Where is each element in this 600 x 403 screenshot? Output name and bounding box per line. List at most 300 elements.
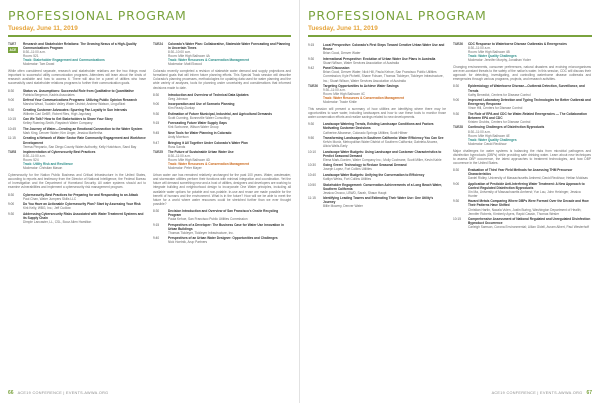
talk-title: Going Green! Technology to Reduce Seasonal Demand	[323, 163, 407, 168]
code-text: 9:30	[308, 122, 315, 127]
entry-body	[468, 217, 591, 229]
talk-item	[153, 209, 291, 221]
session-title: Targeting Opportunities to Achieve Water Savings	[323, 84, 399, 89]
entry-body	[323, 173, 446, 181]
session-description: Colorado recently completed a revision of statewide water demand and supply projections and formalized goals that will inform future planning efforts. This Special Track session will describe Colorado's planning processes, methodologies for updating data used for water planning and the wide variety of analyses, tools for planning under uncertainty and considerations that informed decisions made to date.	[153, 69, 291, 90]
entry-detail: Room: 524	[23, 158, 39, 163]
entry-detail: Nick Hoetnik, Arup Partners	[168, 240, 208, 245]
entry-body	[468, 168, 591, 180]
entry-detail: Patricia Bergeron, Kadris Associates	[23, 92, 75, 97]
talk-time	[308, 57, 323, 65]
talk-item	[153, 131, 291, 139]
talk-item	[453, 217, 591, 229]
talk-item	[453, 168, 591, 180]
talk-item	[308, 150, 446, 162]
entry-detail: Kaitlyn Weiss, Fort Collins Utilities	[323, 177, 372, 182]
talk-title: Do You Have an Actionable Cybersecurity Plan? Start by Assessing Your Risk	[23, 202, 141, 207]
talk-title: Cybersecurity-Best Practices for Preparing for and Responding to an Attack	[23, 192, 139, 197]
entry-detail: Kristen Grubbs, Centers for Disease Control	[468, 119, 531, 124]
entry-detail: 8:30–11:00 a.m.	[468, 129, 491, 134]
session-block	[153, 150, 291, 170]
talk-title: Landscape Water Budgets: Using Landscape and Customer Characteristics to Predict Seasonal Demand	[323, 149, 442, 158]
code-text: 9:00	[453, 98, 460, 103]
code-text: TUE7	[8, 42, 17, 46]
talk-item	[8, 98, 146, 106]
code-text: 9:30	[153, 111, 160, 116]
session-code	[8, 42, 23, 67]
talk-item	[308, 57, 446, 65]
entry-body	[323, 136, 446, 148]
entry-body	[168, 131, 291, 139]
moderator: Moderator: Tom Dowd	[23, 62, 55, 67]
talk-time	[153, 223, 168, 235]
entry-detail: Kirk Kelly, WBG, Inc.; Jeff Cudlow	[23, 206, 71, 211]
talk-item	[453, 182, 591, 198]
entry-detail: Russ Sands	[168, 144, 186, 149]
talk-time	[153, 121, 168, 129]
code-text: TUE28	[453, 125, 463, 130]
talk-title: Status vs. Assumptions: Successful Role from Qualitative to Quantitative	[23, 88, 134, 93]
code-text: 9:45	[153, 130, 160, 135]
talk-time	[308, 173, 323, 181]
talk-title: Comprehensive Assessment of National Regulated and Unregulated Disinfection Byproduct Occurrence	[468, 217, 591, 226]
session-description: This session will present a summary of how utilities are identifying where there may be opportunities to save water, including landscapes and how to use these tools to monitor those water conservation efforts and realize savings related to new developments.	[308, 107, 446, 120]
talk-item	[153, 223, 291, 235]
session-code	[453, 125, 468, 145]
entry-detail: Dimple Lancaster, LL, CSL, Booz Allen Hamilton	[23, 219, 92, 224]
entry-detail: Marsha Wead, Tualatin Valley Water District; Andrew Watson, LinguStrat	[23, 102, 126, 107]
code-text: 10:50	[308, 182, 316, 187]
talk-time	[153, 141, 168, 149]
talk-time	[308, 163, 323, 171]
talk-time	[153, 131, 168, 139]
page-footer	[308, 389, 592, 397]
right-page	[300, 0, 600, 403]
track-label: Track: Water Quality Challenges	[468, 137, 517, 142]
talk-time	[308, 136, 323, 148]
track-label: Track: Utility Risk and Resilience	[23, 162, 73, 167]
entry-body	[468, 84, 591, 96]
session-columns	[8, 42, 291, 382]
talk-title: Stakeholder Engagement: Conservation Achievements of a Long Beach Water, Southern California	[323, 182, 442, 191]
talk-title: Can We Talk? How to Get Stakeholders to Share Your Story	[23, 117, 113, 122]
talk-title: New Tools for Water Planning in Colorado	[168, 130, 232, 135]
entry-body	[323, 66, 446, 82]
entry-body	[323, 122, 446, 134]
talk-title: Perspectives of an Urban Water Designer: Opportunities and Challenges	[168, 236, 278, 241]
talk-item	[308, 122, 446, 134]
talk-item	[8, 212, 146, 224]
code-text: 8:30	[153, 92, 160, 97]
entry-detail: 8:30–11:00 a.m.	[468, 46, 491, 51]
talk-time	[8, 212, 23, 224]
session-block	[453, 125, 591, 145]
talk-time	[8, 117, 23, 125]
entry-body	[323, 150, 446, 162]
talk-title: Introduction and Overview of Technical Data Updates	[168, 92, 249, 97]
entry-body	[23, 136, 146, 148]
code-text: 8:30	[8, 192, 15, 197]
entry-detail: Room: Mile High Ballroom 4C	[323, 92, 365, 97]
talk-item	[8, 127, 146, 135]
entry-detail: Teresa Pimpanio, San Diego County Water Authority; Kelly Hutchison, Sand Bay	[23, 144, 137, 149]
talk-item	[8, 136, 146, 148]
session-block	[8, 42, 146, 67]
entry-body	[23, 108, 146, 116]
talk-item	[8, 193, 146, 201]
entry-detail: Catherine Albanese, Colorado Springs Utilities; Scott Hiltner	[323, 130, 408, 135]
code-text: 10:10	[308, 149, 316, 154]
session-title: Implementation of Cybersecurity Best Practices	[23, 150, 96, 155]
page-number: 66	[8, 390, 14, 396]
talk-item	[153, 141, 291, 149]
talk-time	[308, 122, 323, 134]
code-text: 9:00	[8, 202, 15, 207]
entry-detail: Billie Mowery, Denver Water	[323, 204, 363, 209]
entry-detail: Paula Kehoe, San Francisco Public Utilities Commission	[168, 217, 248, 222]
code-text: 9:15	[153, 222, 160, 227]
talk-item	[453, 84, 591, 96]
code-text: 9:30	[8, 211, 15, 216]
entry-body	[323, 183, 446, 195]
header-rule	[8, 35, 291, 37]
entry-body	[468, 125, 591, 145]
talk-title: Transforming Landscapes in Southern California: Water Efficiency You Can See	[323, 136, 444, 141]
session-description: Major challenges for water systems is balancing the risks from microbial pathogens and disinfection byproducts (DBPs) while providing safe drinking water. Learn about new techniques to assess DBP occurrence, the latest approaches to treatment technologies, and how DBP occurrence in the United States.	[453, 148, 591, 165]
talk-item	[308, 163, 446, 171]
talk-title: Creating Customer Advocates: Spurring Fan Loyalty in Sun Intervals	[23, 107, 128, 112]
session-description: While often considered separate, research and stakeholder relations are the two things most important to successful utility communication programs. Attendees will learn about the kinds of research available and how to access it. There will also be a panel of utilities who have successfully used stakeholder relations programs to further their communication goals.	[8, 69, 146, 86]
track-label: Track: Water Resources & Conservation Management	[168, 162, 250, 167]
moderator: Moderator: Matt Elwood	[168, 62, 202, 67]
talk-item	[153, 93, 291, 101]
entry-body	[468, 98, 591, 110]
entry-body	[468, 112, 591, 124]
talk-title: Evaluation of Third Year Field Methods for Assessing THM Precursor Characteristics	[468, 167, 573, 176]
entry-detail: Joseph Lopez, Fort Collins Utilities	[323, 167, 372, 172]
entry-detail: Christian Hartin, Nacala Vulen, Justin Buring, Washington Department of Health; Jennifer Roberts, Kimberly Ayers, Rapid Cassin, Thomas Wesler	[468, 207, 582, 216]
entry-detail: Wilhelm Carl DeBR, Robert Ries, High Jaycharg	[23, 111, 92, 116]
code-text: TUE25	[153, 150, 163, 155]
entry-body	[168, 42, 291, 67]
talk-title: Hazard Metals Comparing Where DBPs Were Formed Over the Decade and How Their Patterns Have Shifted	[468, 199, 589, 208]
session-description: Urban water use has remained relatively unchanged for the past 100 years. Water, wastewater, and stormwater utilities perform their functions with minimal integration and coordination. Yet the future will demand something new and a host of utilities, designers and developers are working to integrate building and neighborhood design to incorporate One Water principles, including all available water options for potable and non-potable. In-use and reuse are made possible for the benefit of humans and the environment. What is in the future? How will we be able to meet the future for a world where water resources could be stretched further than we ever thought possible?	[153, 173, 291, 206]
code-text: TUE26	[308, 84, 318, 89]
entry-body	[168, 93, 291, 101]
talk-title: Improved Laboratory Detection and Typing Technologies for Better Outbreak and Emergency Response	[468, 98, 591, 107]
moderator: Moderator: Christian Mason	[23, 166, 63, 171]
page-footer	[8, 389, 291, 397]
code-text: 10:40	[308, 172, 316, 177]
code-text: 11:15	[308, 196, 316, 201]
entry-body	[168, 236, 291, 244]
talk-item	[308, 136, 446, 148]
talk-time	[453, 182, 468, 198]
code-text: 10:30	[308, 163, 316, 168]
session-title: Continuing Challenges of Disinfection Byproducts	[468, 125, 545, 130]
talk-item	[308, 173, 446, 181]
talk-item	[8, 117, 146, 125]
ace-badge: ACE	[9, 48, 17, 53]
entry-detail: Andy Morrison	[168, 135, 189, 140]
code-text: 9:15	[308, 43, 315, 47]
code-text: 9:00	[153, 102, 160, 107]
code-text: 11:15	[8, 136, 16, 141]
talk-item	[153, 121, 291, 129]
session-column	[8, 42, 146, 382]
session-columns	[308, 42, 592, 382]
talk-title: Addressing Cybersecurity Risks Associated with Water Treatment Systems and its Supply Chain	[23, 211, 144, 220]
talk-title: Bringing it All Together Under Colorado's Water Plan	[168, 140, 248, 145]
entry-body	[23, 117, 146, 125]
code-text: TUE24	[153, 42, 163, 46]
talk-item	[308, 183, 446, 195]
talk-time	[308, 196, 323, 208]
entry-body	[323, 84, 446, 104]
talk-time	[308, 43, 323, 55]
entry-body	[468, 182, 591, 198]
talk-time	[8, 108, 23, 116]
session-column	[308, 42, 446, 382]
session-description: Changing environments, consumer preferences, natural disasters and evolving microorganisms are ever-constant threats to the safety of the nation's water. In this session, CDC will discuss their approach for detecting, investigating, and controlling waterborne disease outbreaks and emergencies through various programs, projects, and research activities.	[453, 65, 591, 82]
talk-title: Decision Introduction and Overview of San Francisco's Onsite Recycling Program	[168, 208, 279, 217]
session-code	[153, 150, 168, 170]
talk-title: Epidemiology of Waterborne Disease—Outbreak Detection, Surveillance, and Trends	[468, 84, 585, 93]
entry-body	[23, 42, 146, 67]
moderator: Moderator: Tracie Kirkle	[323, 100, 357, 105]
entry-detail: 8:30–10:00 a.m.	[168, 50, 192, 55]
footer-text: ACE19 CONFERENCE | EVENTS.AWWA.ORG	[17, 391, 109, 395]
talk-title: Identifying Leading Towers and Estimating Their Water Use: One Utility's Journey	[323, 196, 434, 205]
talk-time	[8, 127, 23, 135]
session-description: Cybersecurity for the Nation Public Business and Critical Infrastructure in the United States, according to reports and testimony from the Director of National Intelligence, the Federal Bureau of Investigation and the Department of Homeland Security. All water systems should act to examine vulnerabilities and implement a cybersecurity risk management program.	[8, 173, 146, 190]
entry-detail: Carleigh Samson, Corona Environmental; Lillian Gidell, Avram Albert, Paul Westerhoff	[468, 225, 590, 230]
session-code	[8, 150, 23, 170]
session-title: Research and Stakeholder Relations: The Growing Nexus of a High-Quality Communications Program	[23, 42, 137, 51]
code-text: 8:30	[453, 167, 460, 172]
entry-detail: Kelley Ruening-Smith, Raystech Water Company	[23, 121, 93, 126]
talk-time	[8, 202, 23, 210]
entry-body	[168, 141, 291, 149]
track-label: Track: Water Quality Challenges	[468, 54, 517, 59]
talk-time	[453, 199, 468, 215]
entry-body	[168, 150, 291, 170]
entry-body	[168, 112, 291, 120]
talk-title: Local Perspective: Colorado's First Steps Toward Creative Urban Water Use and Reuse	[323, 43, 445, 52]
code-text: 9:40	[153, 236, 160, 241]
entry-body	[168, 223, 291, 235]
entry-detail: Kim Ready-Dunlap	[168, 106, 195, 111]
entry-detail: Brian Good, Denver Water; Nick Hill, Paula Kehoe, San Francisco Public Utilities Commission; Kyle Pichetti, Shane Folsom, Thomas Tickleyer, Tickleyer Infrastructure, Inc.; Stuart Wilson, Water Services Association of Australia	[323, 70, 444, 83]
entry-body	[23, 98, 146, 106]
moderator: Moderator: Peter Mayer	[168, 166, 202, 171]
entry-detail: Jessica Orozco, LBWD, Sarah, Shaun Haupt	[323, 190, 387, 195]
talk-item	[308, 196, 446, 208]
talk-time	[453, 168, 468, 180]
talk-time	[308, 150, 323, 162]
talk-item	[308, 66, 446, 82]
talk-title: Landscape Watering Trends, Existing Landscape Conditions and Factors Motivating Customer Decisions	[323, 122, 434, 131]
talk-title: International Perspective: Evolution of Urban Water Use Plans in Australia	[323, 56, 436, 61]
session-code	[453, 42, 468, 62]
talk-item	[8, 89, 146, 97]
talk-title: Panel Discussion	[323, 66, 350, 71]
session-code	[153, 42, 168, 67]
talk-item	[453, 112, 591, 124]
entry-body	[323, 163, 446, 171]
page-date: Tuesday, June 11, 2019	[308, 25, 378, 32]
code-text: TUE26	[453, 42, 463, 46]
talk-item	[8, 202, 146, 210]
entry-body	[23, 89, 146, 97]
entry-body	[323, 196, 446, 208]
talk-time	[8, 89, 23, 97]
talk-title: Application of Pesticide Anti-Interfering Water Treatment: A New Approach to Control Regulated Disinfection Byproducts	[468, 181, 585, 190]
moderator: Moderator: Jennifer Murphy, Jonathan Yoder	[468, 58, 531, 63]
track-label: Track: Water Resources & Conservation Management	[168, 58, 250, 63]
session-title: CDC Response to Waterborne Disease Outbreaks & Emergencies	[468, 42, 567, 46]
talk-time	[308, 66, 323, 82]
entry-body	[168, 121, 291, 129]
session-column	[153, 42, 291, 382]
entry-body	[23, 150, 146, 170]
talk-title: The Journey of Water—Creating an Emotional Connection to the Water System	[23, 126, 143, 131]
talk-title: Landscape Water Budgets: Unifying the Conversation to Efficiency	[323, 172, 425, 177]
code-text: 8:30	[8, 88, 15, 93]
code-text: 9:00	[453, 181, 460, 186]
session-title: The Future of Sustainable Urban Water Use	[168, 150, 234, 155]
talk-item	[308, 43, 446, 55]
entry-detail: Vince Hill, Centers for Disease Control	[468, 106, 523, 111]
code-text: 10:45	[8, 126, 16, 131]
entry-detail: Brian Good, Denver Water	[323, 51, 361, 56]
entry-detail: Kelvin Muniz, Metropolitan Water District of Southern California; Gabriela Alvarez, Alicia Walls-Early	[323, 140, 439, 149]
entry-detail: Room: Mile High Ballroom 4A	[168, 54, 210, 59]
page-title: PROFESSIONAL PROGRAM	[308, 8, 487, 23]
entry-body	[23, 202, 146, 210]
footer-text: ACE19 CONFERENCE | EVENTS.AWWA.ORG	[491, 391, 583, 395]
page-title: PROFESSIONAL PROGRAM	[8, 8, 187, 23]
talk-title: The Role of EPA and CDC for Water-Related Emergencies — The Collaboration Between EPA and CDC	[468, 111, 587, 120]
talk-item	[8, 108, 146, 116]
talk-time	[453, 217, 468, 229]
entry-detail: Room: Mile High Ballroom 4D	[168, 158, 210, 163]
talk-item	[153, 102, 291, 110]
code-text: 8:30	[153, 208, 160, 213]
header-rule	[308, 35, 592, 37]
talk-title: Forecasting Future Water Supply Gaps	[168, 121, 227, 126]
talk-time	[453, 98, 468, 110]
code-text: 8:30	[453, 84, 460, 89]
talk-time	[153, 102, 168, 110]
session-block	[8, 150, 146, 170]
page-number: 67	[586, 390, 592, 396]
code-text: TUE8	[8, 150, 17, 155]
talk-title: Perspectives of a Developer: The Business Case for Water Use Innovation in Urban Buildings	[168, 222, 284, 231]
entry-detail: Thomas Tickleyer, Tickleyer Infrastructure, Inc.	[168, 230, 234, 235]
session-title: Colorado's Water Plan: Collaborative, Statewide Water Forecasting and Planning in Uncertain Times	[168, 42, 291, 51]
talk-time	[8, 193, 23, 201]
talk-title: Creating a Network of Water Sector Rate Community Engagement and Workforce Development	[23, 136, 146, 145]
entry-body	[323, 43, 446, 55]
entry-detail: Greg Johnson	[168, 96, 189, 101]
entry-body	[168, 209, 291, 221]
session-block	[153, 42, 291, 67]
entry-body	[323, 57, 446, 65]
talk-time	[153, 236, 168, 244]
talk-time	[8, 98, 23, 106]
page-date: Tuesday, June 11, 2019	[8, 25, 78, 32]
code-text: 10:15	[453, 217, 461, 222]
talk-time	[8, 136, 23, 148]
entry-detail: Daniel Ridley, University of Massachusetts Amherst; David Reckhow, Hetian Mokisas	[468, 176, 588, 181]
entry-detail: Room: 521	[23, 54, 39, 59]
session-block	[453, 42, 591, 62]
entry-detail: 8:30–11:00 a.m.	[168, 154, 191, 159]
session-column	[453, 42, 591, 382]
entry-detail: Kirk Sorbonne, Wilson Water Group	[168, 125, 219, 130]
entry-detail: Xin Ma, University of Massachusetts Amherst; Yun Lau, John Heizinger, Jessica Hunter	[468, 189, 581, 198]
page-header	[308, 0, 592, 37]
entry-detail: 8:30–11:00 a.m.	[23, 50, 46, 55]
talk-title: Incorporation and Use of Scenario Planning	[168, 102, 235, 107]
talk-item	[453, 199, 591, 215]
entry-detail: Paul Chan, Water Jumpers Skills LLC	[23, 196, 77, 201]
entry-detail: 8:30–11:00 a.m.	[23, 154, 46, 159]
code-text: 9:15	[153, 121, 160, 126]
talk-item	[153, 236, 291, 244]
code-text: 9:47	[153, 140, 160, 145]
talk-item	[453, 98, 591, 110]
code-text: 9:50	[308, 136, 315, 141]
track-label: Track: Stakeholder Engagement and Communications	[23, 58, 105, 63]
code-text: 10:15	[8, 117, 16, 122]
entry-body	[23, 212, 146, 224]
entry-detail: Room: Mile High Ballroom 4B	[468, 50, 510, 55]
entry-body	[468, 199, 591, 215]
entry-detail: Room: Mile High Ballroom 4E	[468, 133, 510, 138]
entry-body	[23, 127, 146, 135]
code-text: 9:30	[308, 56, 315, 61]
talk-title: Estimation of Future Municipal, Industrial, and Agricultural Demands	[168, 111, 273, 116]
page-header	[8, 0, 291, 37]
code-text: 9:42	[308, 66, 315, 71]
session-block	[308, 84, 446, 104]
entry-body	[23, 193, 146, 201]
entry-detail: Scott Cunning, Bonneville Water Consulting	[168, 115, 230, 120]
code-text: 9:00	[8, 98, 15, 103]
talk-time	[453, 112, 468, 124]
talk-time	[453, 84, 468, 96]
code-text: 9:30	[8, 107, 15, 112]
talk-time	[153, 209, 168, 221]
talk-time	[153, 93, 168, 101]
track-label: Track: Water Resources & Conservation Management	[323, 96, 405, 101]
entry-detail: Stuart Wilson, Water Services Association of Australia	[323, 60, 399, 65]
session-code	[308, 84, 323, 104]
talk-item	[153, 112, 291, 120]
talk-time	[308, 183, 323, 195]
entry-detail: Elena Mark-Gorden, Water Company Inc.; Molly Cochrane, Scott Miller, Kevin Kahle	[323, 157, 442, 162]
entry-detail: Mark King, Denver Water; Kim Unger, Jessica Marfertha	[23, 130, 103, 135]
entry-detail: Kathy Benedict, Centers for Disease Control	[468, 92, 531, 97]
code-text: 9:30	[453, 199, 460, 204]
code-text: 9:30	[453, 111, 460, 116]
talk-title: Defend Your Communications Programs: Utilizing Public Opinion Research	[23, 98, 138, 103]
entry-body	[168, 102, 291, 110]
moderator: Moderator: David Reckhow	[468, 141, 507, 146]
entry-body	[468, 42, 591, 62]
